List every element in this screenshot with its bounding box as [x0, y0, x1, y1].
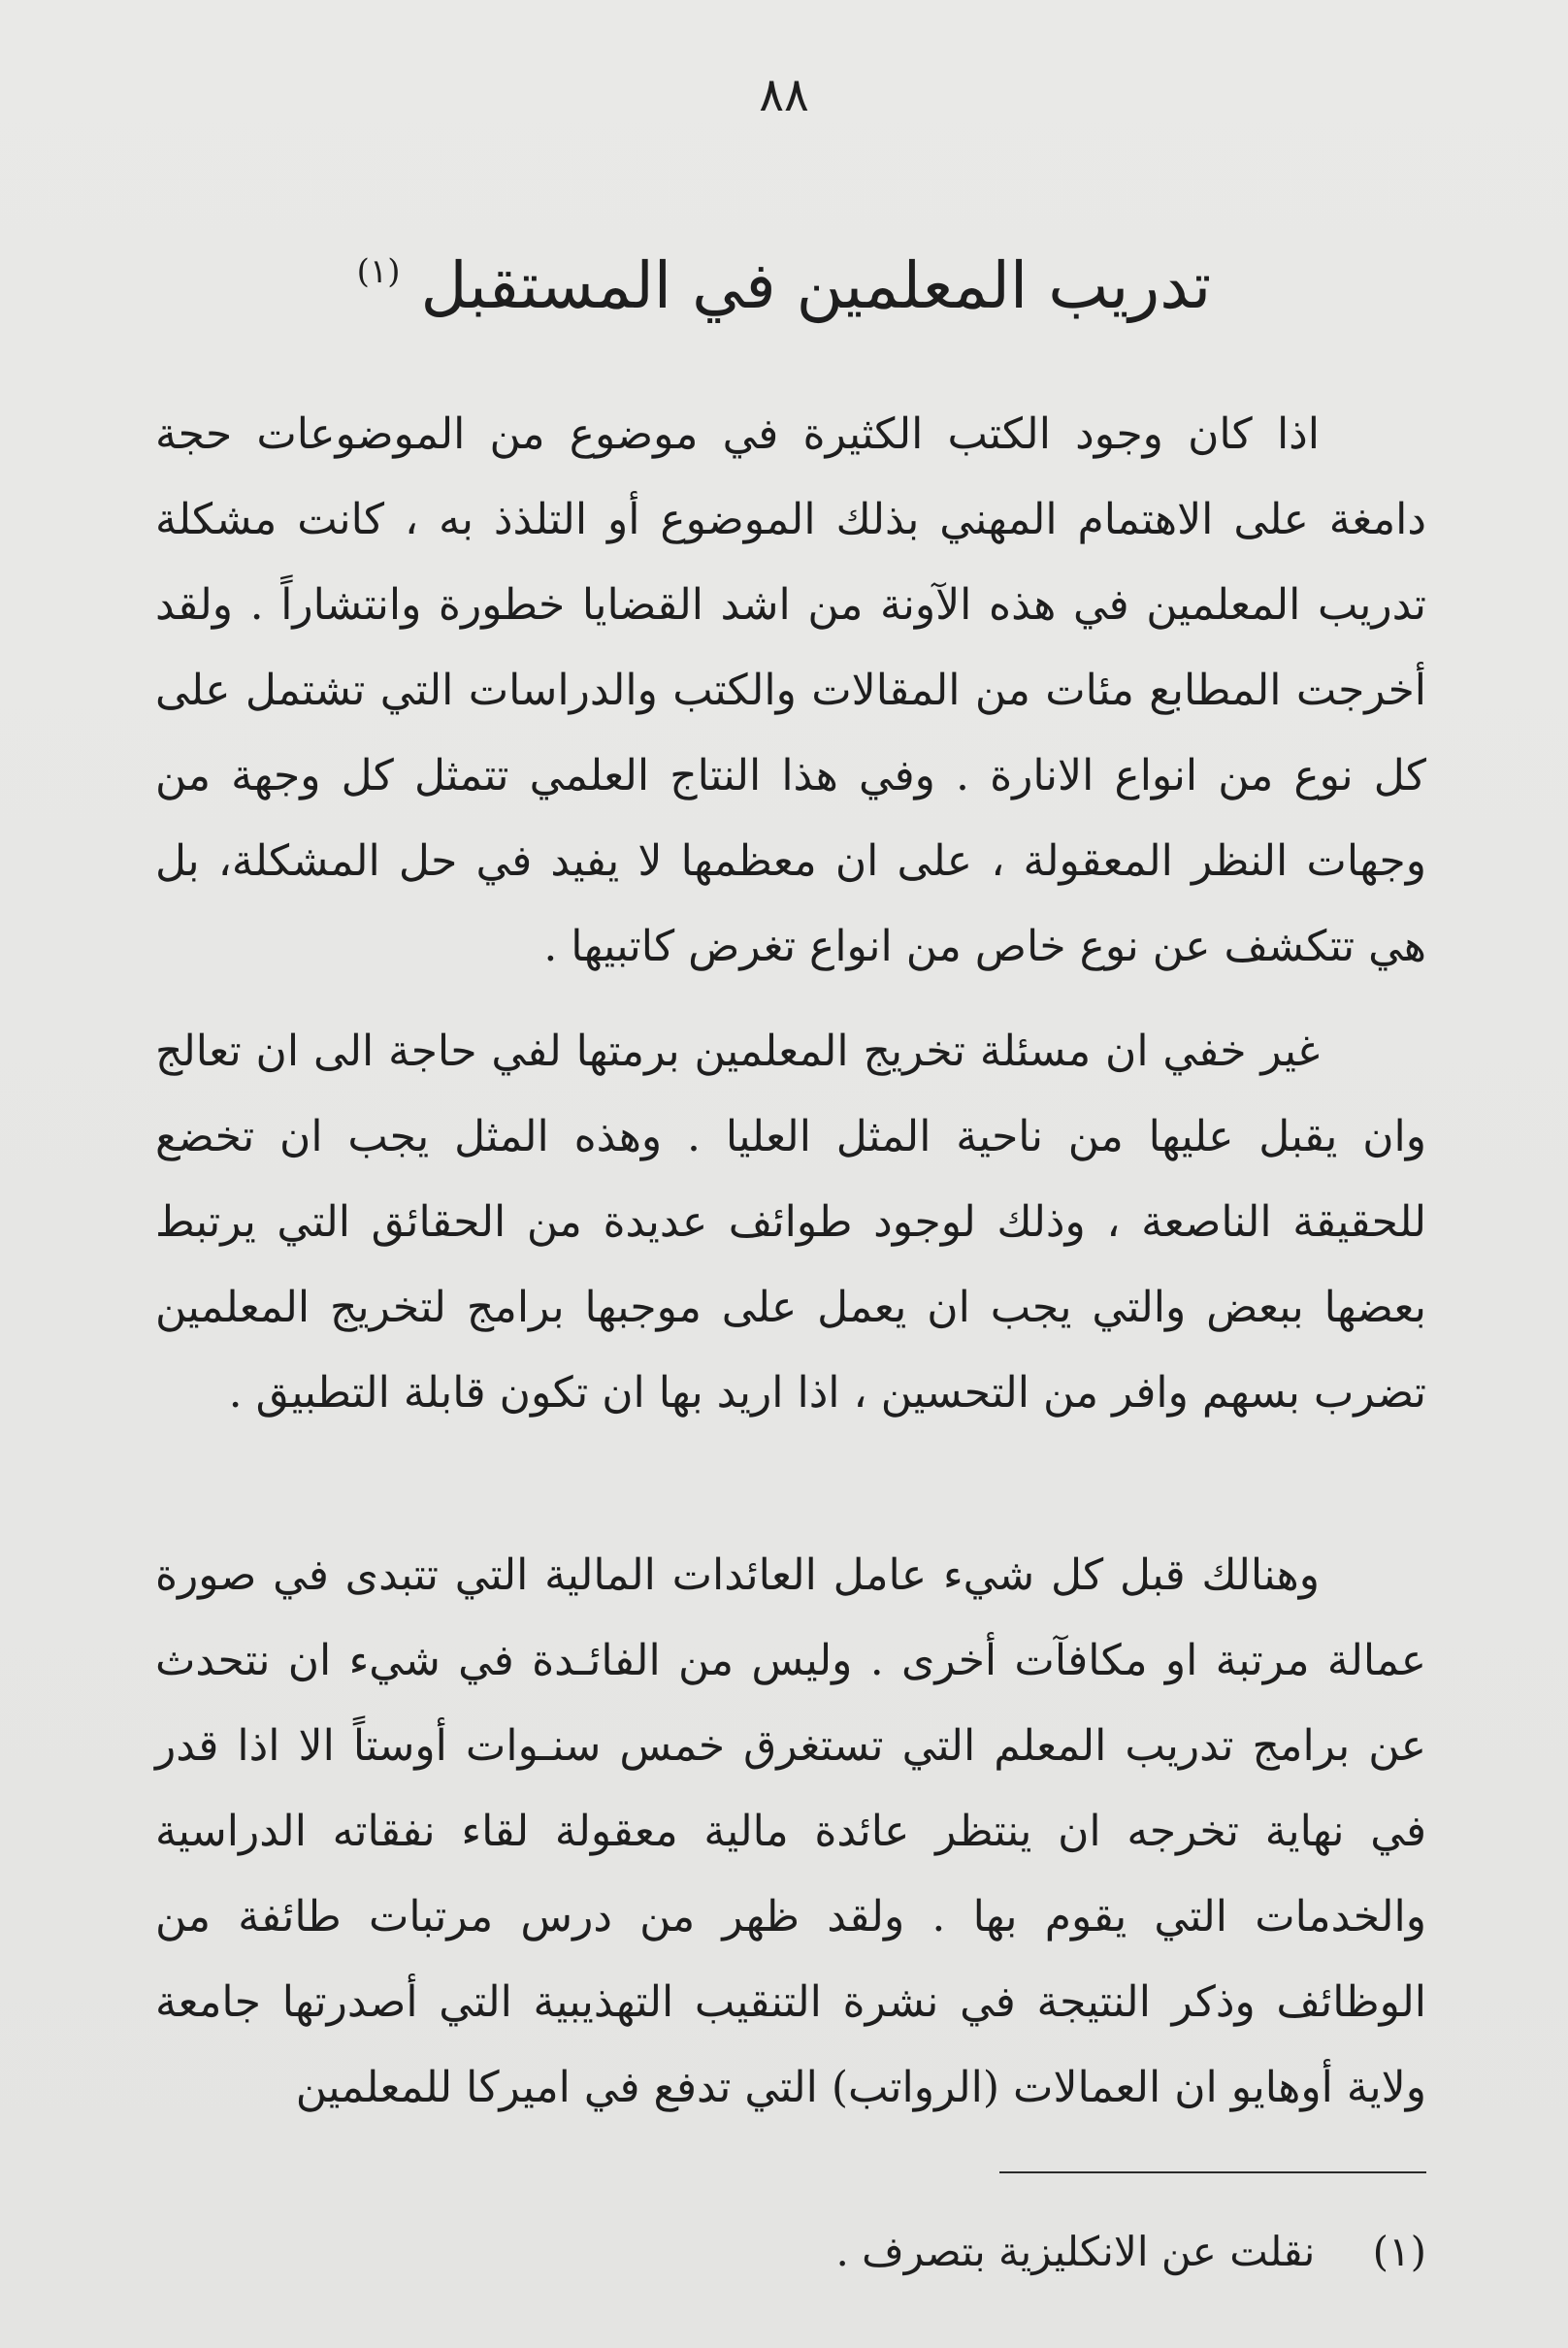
- footnote-mark: (١): [1372, 2228, 1426, 2275]
- chapter-title-text: تدريب المعلمين في المستقبل: [420, 248, 1212, 323]
- footnote: [835, 2208, 1426, 2296]
- page-number: ٨٨: [759, 68, 809, 122]
- paragraph-text: اذا كان وجود الكتب الكثيرة في موضوع من الموضوعات حجة دامغة على الاهتمام المهني بذلك الموضوع أو التلذذ به ، كانت مشكلة تدريب المعلمين في هذه الآونة من اشد القضايا خطورة وانتشاراً . ولقد أخرجت المطابع مئات من المقالات والكتب والدراسات التي تشتمل على كل نوع من انواع الانارة . وفي هذا النتاج العلمي تتمثل كل وجهة من وجهات النظر المعقولة ، على ان معظمها لا يفيد في حل المشكلة، بل هي تتكشف عن نوع خاص من انواع تغرض كاتبيها .: [155, 409, 1426, 971]
- paragraph-2: [155, 1009, 1426, 1436]
- paragraph-3: [155, 1533, 1426, 2131]
- chapter-title: [0, 218, 1568, 340]
- footnote-divider: [999, 2171, 1426, 2173]
- footnote-text: نقلت عن الانكليزية بتصرف .: [835, 2228, 1316, 2275]
- footnote-reference: (١): [356, 252, 401, 291]
- paragraph-1: [155, 392, 1426, 990]
- paragraph-text: وهنالك قبل كل شيء عامل العائدات المالية التي تتبدى في صورة عمالة مرتبة او مكافآت أخرى . وليس من الفائـدة في شيء ان نتحدث عن برامج تدريب المعلم التي تستغرق خمس سنـوات أوستاً الا اذا قدر في نهاية تخرجه ان ينتظر عائدة مالية معقولة لقاء نفقاته الدراسية والخدمات التي يقوم بها . ولقد ظهر من درس مرتبات طائفة من الوظائف وذكر النتيجة في نشرة التنقيب التهذيبية التي أصدرتها جامعة ولاية أوهايو ان العمالات (الرواتب) التي تدفع في اميركا للمعلمين: [155, 1550, 1426, 2112]
- paragraph-text: غير خفي ان مسئلة تخريج المعلمين برمتها لفي حاجة الى ان تعالج وان يقبل عليها من ناحية المثل العليا . وهذه المثل يجب ان تخضع للحقيقة الناصعة ، وذلك لوجود طوائف عديدة من الحقائق التي يرتبط بعضها ببعض والتي يجب ان يعمل على موجبها برامج لتخريج المعلمين تضرب بسهم وافر من التحسين ، اذا اريد بها ان تكون قابلة التطبيق .: [155, 1027, 1426, 1418]
